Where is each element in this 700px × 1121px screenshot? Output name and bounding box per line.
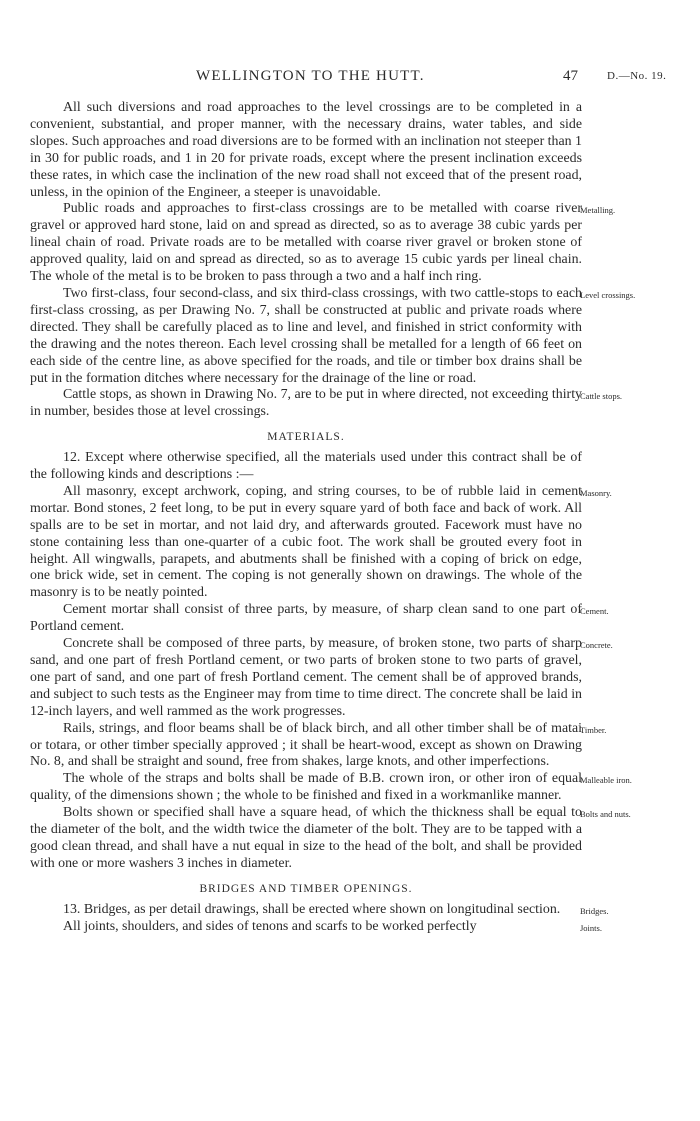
paragraph-text: 12. Except where otherwise specified, all the materials used under this contract shall be of the following kinds and descriptions :— [30,450,582,483]
margin-note: Malleable iron. [580,775,632,786]
paragraph [30,483,612,602]
document-reference: D.—No. 19. [607,70,667,82]
section-heading-text: MATERIALS. [267,431,345,444]
paragraph-text: Cement mortar shall consist of three parts, by measure, of sharp clean sand to one part of Portland cement. [30,602,582,635]
section-heading-text: BRIDGES AND TIMBER OPENINGS. [199,882,413,895]
paragraph [30,805,631,873]
paragraph-text: Bolts shown or specified shall have a square head, of which the thickness shall be equal to the diameter of the bolt, and the width twice the diameter of the bolt. They are to be tapped with a good clean thread, and shall have a nut equal in size to the head of the bolt, and shall be provided with one or more washers 3 inches in diameter. [30,805,582,871]
margin-note: Concrete. [580,640,613,651]
paragraph [30,636,613,721]
margin-note: Bridges. [580,905,609,916]
paragraph [30,100,582,201]
paragraph-text: Rails, strings, and floor beams shall be of black birch, and all other timber shall be of matai or totara, or other timber specially approved ; it shall be heart-wood, except as shown on Drawing No. 8, and shall be straight and sound, free from shakes, large knots, and other imperfections. [30,720,582,770]
paragraph-text: All masonry, except archwork, coping, and string courses, to be of rubble laid in cement mortar. Bond stones, 2 feet long, to be put in every square yard of both face and back of work. All spalls are to be set in mortar, and not laid dry, and afterwards grouted. Facework must have no stone containing less than one-quarter of a cubic foot. The work shall be grouted every foot in height. All wingwalls, parapets, and abutments shall be finished with a coping of brick on edge, one brick wide, set in cement. The coping is not generally shown on drawings. The whole of the masonry is to be neatly pointed. [30,483,582,601]
margin-note: Cement. [580,606,609,617]
page-header [0,68,700,88]
margin-note: Joints. [580,922,602,933]
margin-note: Bolts and nuts. [580,809,631,820]
paragraph-text: Two first-class, four second-class, and six third-class crossings, with two cattle-stops to each first-class crossing, as per Drawing No. 7, shall be constructed at public and private roads where directed. They shall be carefully placed as to line and level, and finished in strict conformity with the drawing and the notes thereon. Each level crossing shall be metalled for a length of 66 feet on each side of the centre line, as above specified for the roads, and tile or timber box drains shall be put in the formation ditches where necessary for the drainage of the line or road. [30,285,582,386]
margin-note: Timber. [580,724,607,735]
paragraph [30,771,632,805]
document-body [30,100,636,936]
paragraph [30,450,582,484]
page-number: 47 [563,68,578,84]
paragraph [30,918,602,936]
section-heading [30,429,582,446]
paragraph [30,720,607,772]
margin-note: Level crossings. [580,289,636,300]
paragraph-text: Concrete shall be composed of three parts, by measure, of broken stone, two parts of sharp sand, and one part of fresh Portland cement, or two parts of broken stone to two parts of gravel, one part of sand, and one part of fresh Portland cement. The cement shall be of approved brands, and subject to such tests as the Engineer may from time to time direct. The concrete shall be laid in 12-inch layers, and well rammed as the work progresses. [30,636,582,719]
paragraph [30,901,609,919]
paragraph [30,602,609,636]
paragraph-text: The whole of the straps and bolts shall be made of B.B. crown iron, or other iron of equal quality, of the dimensions shown ; the whole to be finished and fixed in a workmanlike manner. [30,771,582,804]
margin-note: Cattle stops. [580,391,623,402]
paragraph-text: All joints, shoulders, and sides of tenons and scarfs to be worked perfectly [63,918,477,934]
paragraph-text: Public roads and approaches to first-class crossings are to be metalled with coarse river gravel or approved hard stone, laid on and spread as directed, so as to average 38 cubic yards per lineal chain of road. Private roads are to be metalled with coarse river gravel or broken stone of approved quality, laid on and spread as directed, so as to average 15 cubic yards per lineal chain. The whole of the metal is to be broken to pass through a two and a half inch ring. [30,201,582,285]
paragraph-text: 13. Bridges, as per detail drawings, shall be erected where shown on longitudinal section. [63,901,561,917]
paragraph-text: All such diversions and road approaches to the level crossings are to be completed in a convenient, substantial, and proper manner, with the necessary drains, water tables, and side slopes. Such approaches and road diversions are to be formed with an inclination not steeper than 1 in 30 for public roads, and 1 in 20 for private roads, except where the present inclination exceeds these rates, in which case the inclination of the new road shall not exceed that of the present road, unless, in the opinion of the Engineer, a steeper is unavoidable. [30,100,582,200]
paragraph [30,285,636,387]
margin-note: Masonry. [580,487,612,498]
paragraph-text: Cattle stops, as shown in Drawing No. 7, are to be put in where directed, not exceeding thirty in number, besides those at level crossings. [30,387,582,420]
section-heading [30,881,582,898]
margin-note: Metalling. [580,205,616,216]
running-title: WELLINGTON TO THE HUTT. [196,68,425,84]
paragraph [30,201,616,286]
paragraph [30,387,623,421]
